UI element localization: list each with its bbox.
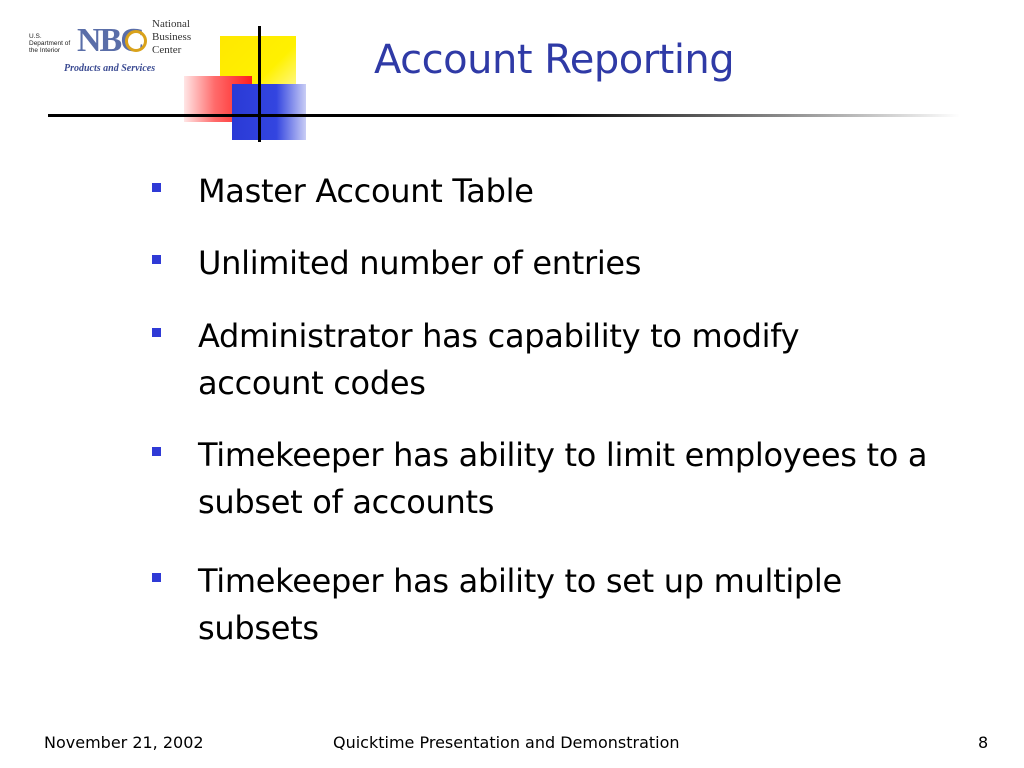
bullet-text: Unlimited number of entries — [198, 244, 642, 282]
slide-title: Account Reporting — [374, 37, 735, 83]
bullet-text: Timekeeper has ability to limit employees to a subset of accounts — [198, 436, 928, 521]
logo-name — [152, 18, 191, 57]
bullet-square-icon — [152, 447, 161, 456]
footer-date: November 21, 2002 — [44, 733, 204, 752]
title-divider — [48, 114, 960, 117]
logo-tagline: Products and Services — [64, 63, 156, 74]
logo-mark: NBC — [77, 22, 143, 59]
bullet-text: Administrator has capability to modify account codes — [198, 317, 800, 402]
logo-name-line-3: Center — [152, 44, 182, 56]
logo-ring-icon — [125, 30, 147, 52]
decor-vertical-rule — [258, 26, 261, 142]
logo-name-line-2: Business — [152, 31, 192, 43]
bullet-text: Master Account Table — [198, 172, 534, 210]
footer-title: Quicktime Presentation and Demonstration — [333, 733, 680, 752]
bullet-square-icon — [152, 255, 161, 264]
nbc-logo — [26, 16, 204, 76]
bullet-square-icon — [152, 573, 161, 582]
bullet-square-icon — [152, 328, 161, 337]
decor-blue-square — [232, 84, 306, 140]
page-number: 8 — [978, 733, 989, 752]
logo-department-text: U.S. Department of the Interior — [29, 33, 71, 54]
bullet-text: Timekeeper has ability to set up multiple subsets — [198, 562, 842, 647]
logo-name-line-1: National — [152, 18, 190, 30]
bullet-square-icon — [152, 183, 161, 192]
